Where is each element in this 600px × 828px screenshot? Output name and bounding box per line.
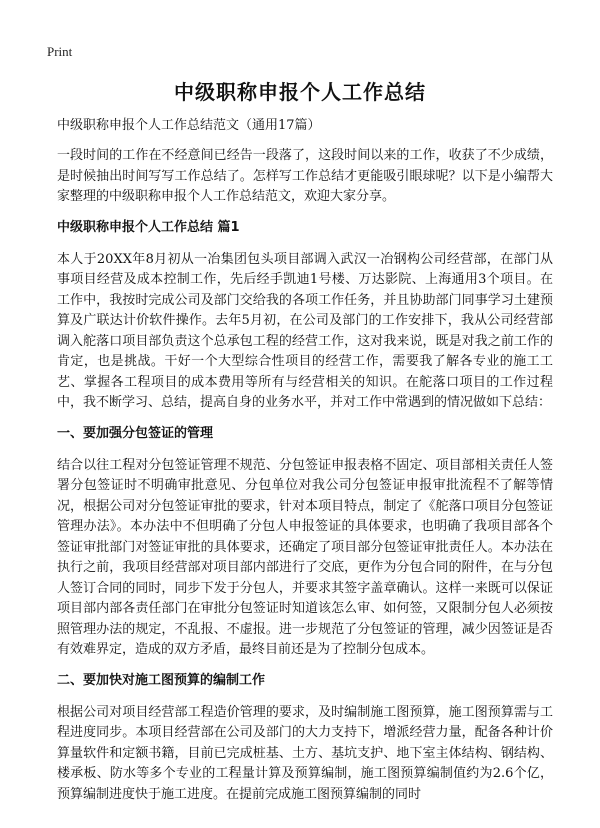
document-title: 中级职称申报个人工作总结 (174, 80, 426, 104)
print-link[interactable]: Print (47, 44, 73, 59)
subsection-b-paragraph: 根据公司对项目经营部工程造价管理的要求，及时编制施工图预算，施工图预算需与工程进度同步。本项目经营部在公司及部门的大力支持下，增派经营力量，配备各种计价算量软件和定额书籍，目前已完成桩基、土方、基坑支护、地下室主体结构、钢结构、楼承板、防水等多个专业的工程量计算及预算编制，施工图预算编制值约为2.6个亿，预算编制进度快于施工进度。在提前完成施工图预算编制的同时 (57, 704, 553, 802)
subsection-heading-a: 一、要加强分包签证的管理 (57, 425, 214, 441)
intro-paragraph: 一段时间的工作在不经意间已经告一段落了，这段时间以来的工作，收获了不少成绩，是时候抽出时间写写工作总结了。怎样写工作总结才更能吸引眼球呢？以下是小编帮大家整理的中级职称申报个人工作总结范文，欢迎大家分享。 (57, 148, 553, 204)
document-subtitle: 中级职称申报个人工作总结范文（通用17篇） (57, 118, 321, 133)
subsection-a-paragraph: 结合以往工程对分包签证管理不规范、分包签证申报表格不固定、项目部相关责任人签署分包签证时不明确审批意见、分包单位对我公司分包签证申报审批流程不了解等情况，根据公司对分包签证审批的要求，针对本项目特点，制定了《舵落口项目分包签证管理办法》。本办法中不但明确了分包人申报签证的具体要求，也明确了我项目部各个签证审批部门对签证审批的具体要求，还确定了项目部分包签证审批责任人。本办法在执行之前，我项目经营部对项目部内部进行了交底，更作为分包合同的附件，在与分包人签订合同的同时，同步下发于分包人，并要求其签字盖章确认。这样一来既可以保证项目部内部各责任部门在审批分包签证时知道该怎么审、如何签，又限制分包人必须按照管理办法的规定，不乱报、不虚报。进一步规范了分包签证的管理，减少因签证是否有效难界定，造成的双方矛盾，最终目前还是为了控制分包成本。 (57, 457, 553, 657)
document-body (57, 116, 553, 815)
subsection-heading-b: 二、要加快对施工图预算的编制工作 (57, 672, 266, 688)
section-heading-1: 中级职称申报个人工作总结 篇1 (57, 219, 240, 235)
section-1-paragraph: 本人于20XX年8月初从一冶集团包头项目部调入武汉一冶钢构公司经营部，在部门从事项目经营及成本控制工作，先后经手凯迪1号楼、万达影院、上海通用3个项目。在工作中，我按时完成公司及部门交给我的各项工作任务，并且协助部门同事学习土建预算及广联达计价软件操作。去年5月初，在公司及部门的工作安排下，我从公司经营部调入舵落口项目部负责这个总承包工程的经营工作，这对我来说，既是对我之前工作的肯定，也是挑战。干好一个大型综合性项目的经营工作，需要我了解各专业的施工工艺、掌握各工程项目的成本费用等所有与经营相关的知识。在舵落口项目的工作过程中，我不断学习、总结，提高自身的业务水平，并对工作中常遇到的情况做如下总结： (57, 251, 553, 410)
